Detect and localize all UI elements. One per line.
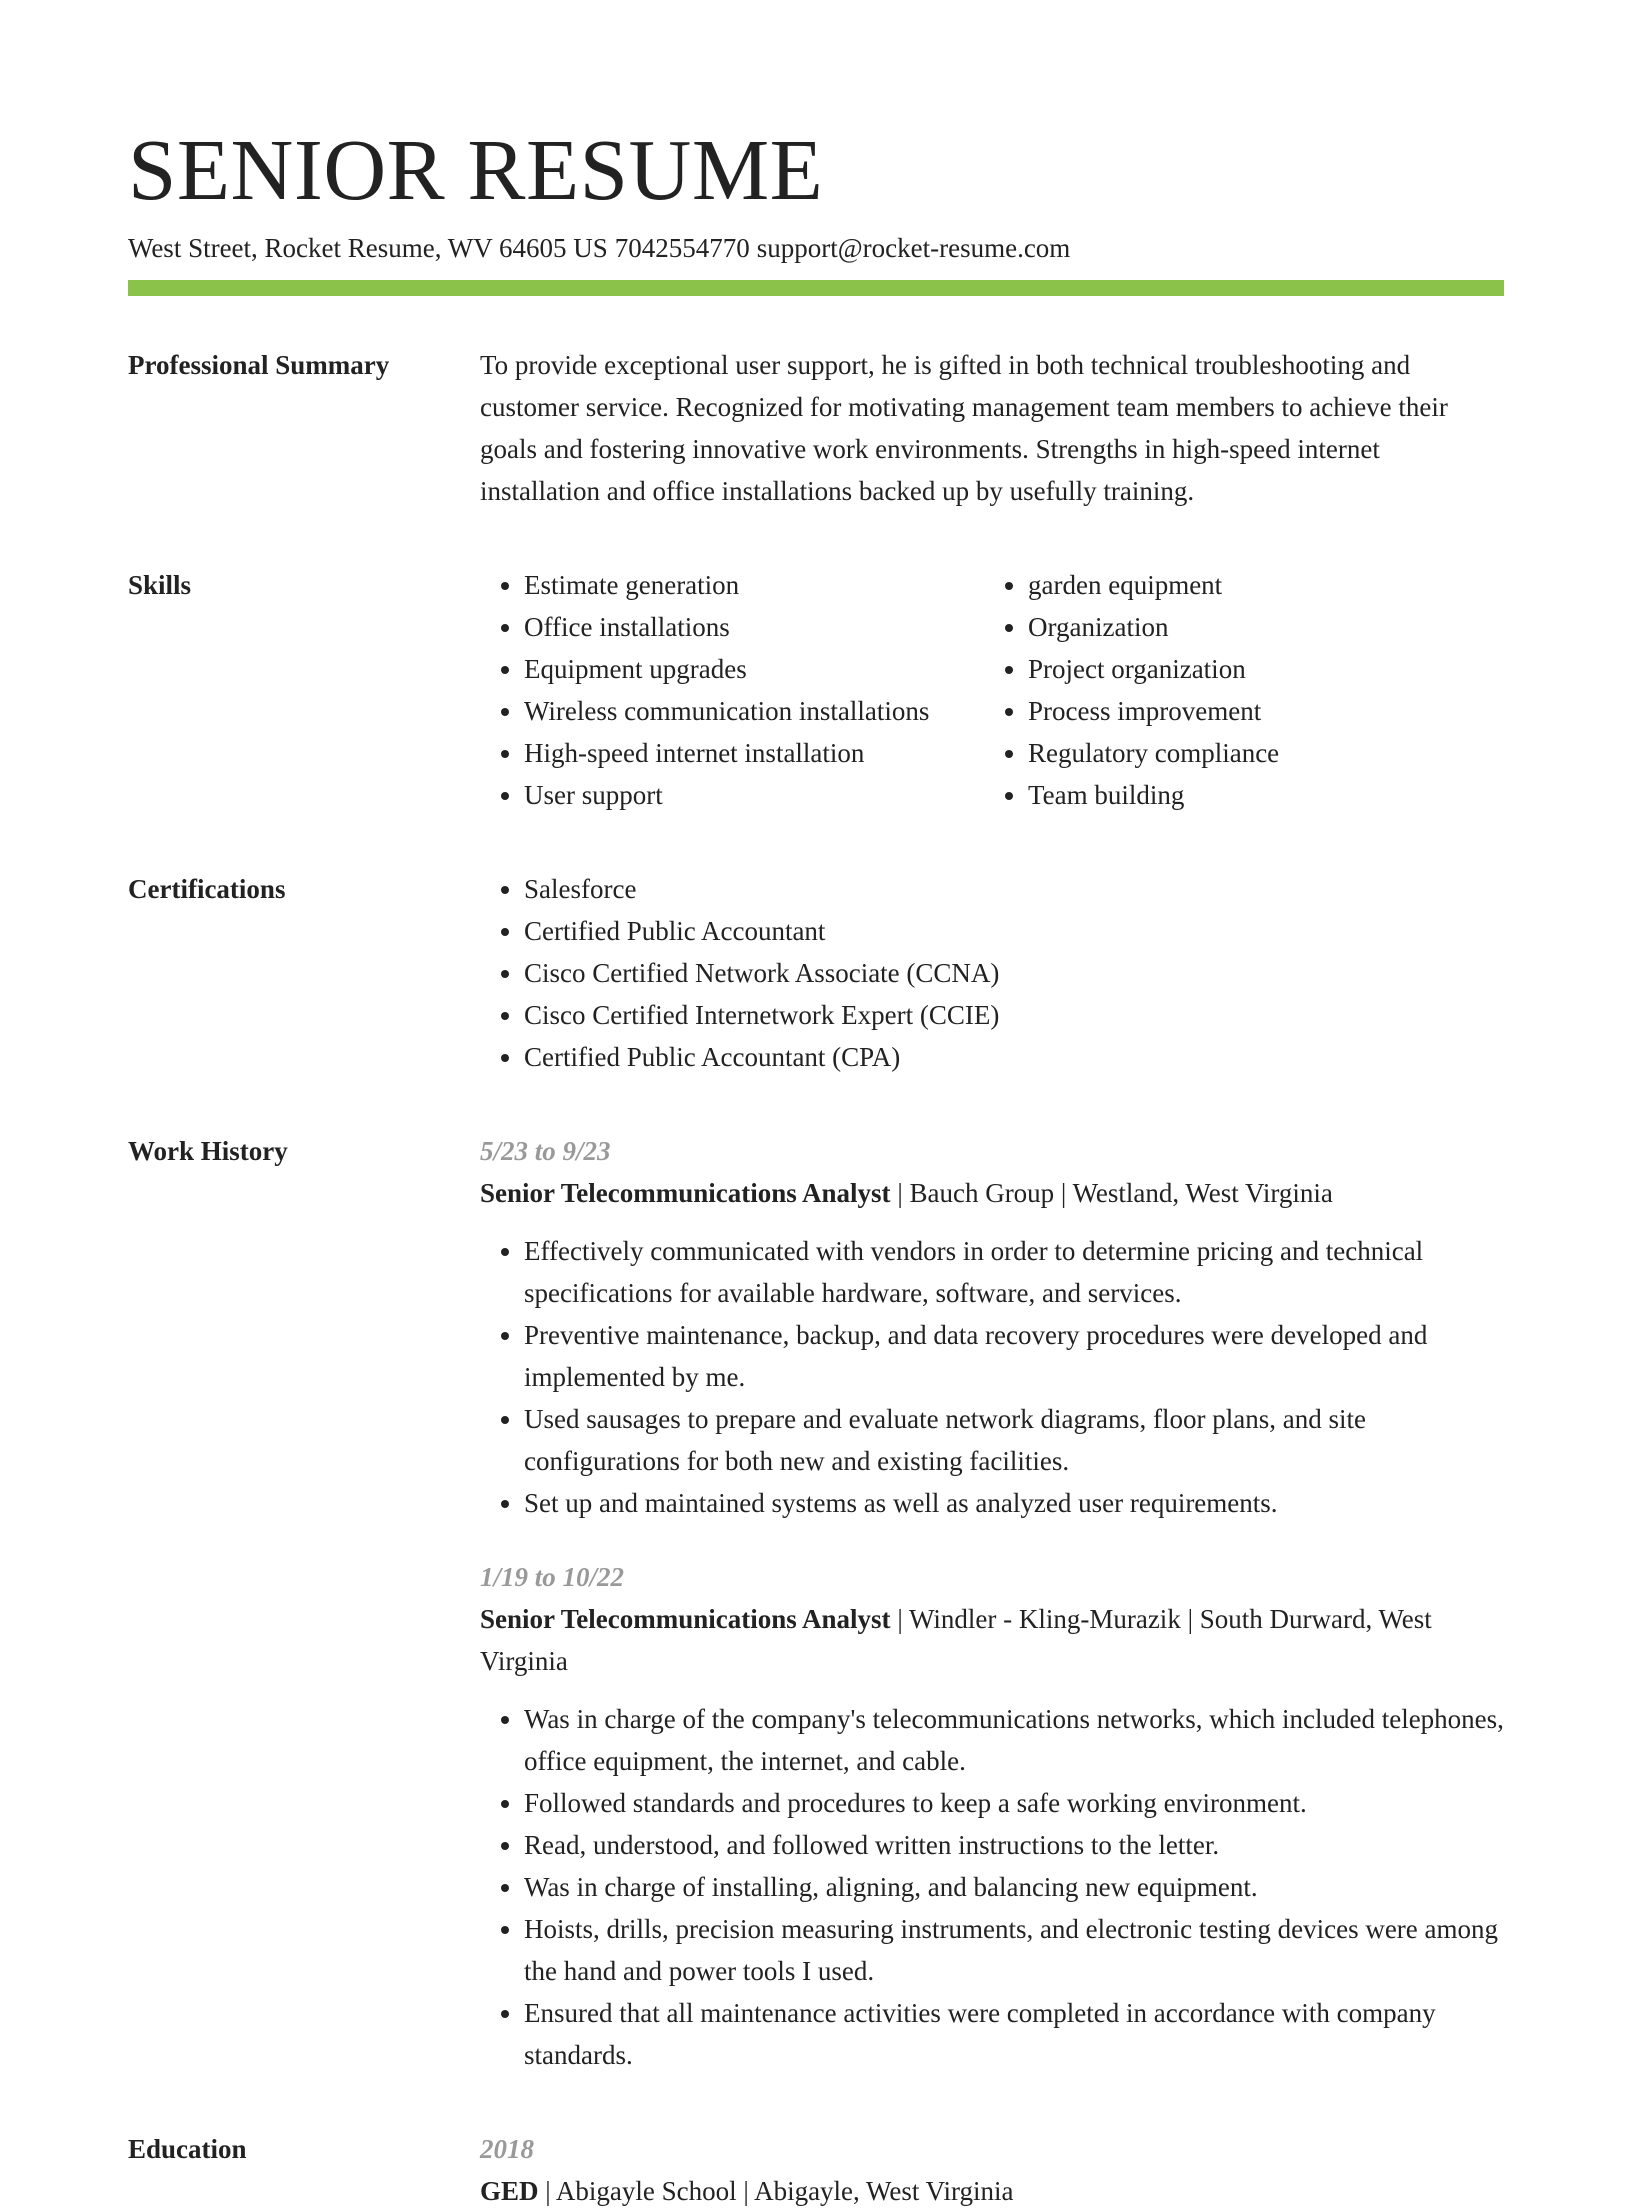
job-dates: 1/19 to 10/22	[480, 1562, 625, 1592]
list-item: • Wireless communication installations	[524, 690, 984, 732]
list-item: • Certified Public Accountant	[524, 910, 1504, 952]
list-item: • Process improvement	[1028, 690, 1504, 732]
list-item: • Team building	[1028, 774, 1504, 816]
list-item: • Regulatory compliance	[1028, 732, 1504, 774]
job-entry	[480, 1556, 1504, 2076]
job-heading	[480, 1598, 1504, 1682]
job-bullets	[480, 1230, 1504, 1524]
job-heading	[480, 1172, 1504, 1214]
job-entry	[480, 1130, 1504, 1524]
job-bullets	[480, 1698, 1504, 2076]
summary-section	[128, 344, 1504, 512]
list-item: • Was in charge of installing, aligning, and balancing new equipment.	[524, 1866, 1504, 1908]
job-details: | Windler - Kling-Murazik | South Durward, West Virginia	[480, 1604, 1432, 1676]
list-item: • Cisco Certified Network Associate (CCNA)	[524, 952, 1504, 994]
email: support@rocket-resume.com	[756, 233, 1071, 263]
list-item: • Hoists, drills, precision measuring instruments, and electronic testing devices were among the hand and power tools I used.	[524, 1908, 1504, 1992]
certifications-list	[480, 868, 1504, 1078]
education-title: Education	[128, 2134, 247, 2164]
education-degree: GED	[480, 2176, 539, 2206]
skills-title: Skills	[128, 570, 192, 600]
list-item: • User support	[524, 774, 984, 816]
list-item: • Set up and maintained systems as well as analyzed user requirements.	[524, 1482, 1504, 1524]
work-history-section	[128, 1130, 1504, 2076]
phone: 7042554770	[614, 233, 750, 263]
resume-name: SENIOR RESUME	[128, 121, 824, 218]
job-dates: 5/23 to 9/23	[480, 1136, 611, 1166]
list-item: • Project organization	[1028, 648, 1504, 690]
list-item: • Used sausages to prepare and evaluate network diagrams, floor plans, and site configurations for both new and existing facilities.	[524, 1398, 1504, 1482]
skills-section	[128, 564, 1504, 816]
list-item: • High-speed internet installation	[524, 732, 984, 774]
job-title: Senior Telecommunications Analyst	[480, 1604, 891, 1634]
skills-list-right	[984, 564, 1504, 816]
contact-line	[128, 230, 1504, 266]
list-item: • Was in charge of the company's telecommunications networks, which included telephones, office equipment, the internet, and cable.	[524, 1698, 1504, 1782]
list-item: • Effectively communicated with vendors in order to determine pricing and technical specifications for available hardware, software, and services.	[524, 1230, 1504, 1314]
list-item: • Certified Public Accountant (CPA)	[524, 1036, 1504, 1078]
job-details: | Bauch Group | Westland, West Virginia	[890, 1178, 1333, 1208]
list-item: • Read, understood, and followed written instructions to the letter.	[524, 1824, 1504, 1866]
list-item: • Salesforce	[524, 868, 1504, 910]
list-item: • Cisco Certified Internetwork Expert (CCIE)	[524, 994, 1504, 1036]
work-history-title: Work History	[128, 1136, 288, 1166]
summary-text: To provide exceptional user support, he is gifted in both technical troubleshooting and customer service. Recognized for motivating management team members to achieve their goals and fostering innovative work environments. Strengths in high-speed internet installation and office installations backed up by usefully training.	[480, 350, 1448, 506]
list-item: • Organization	[1028, 606, 1504, 648]
header-divider	[128, 280, 1504, 296]
list-item: • Followed standards and procedures to keep a safe working environment.	[524, 1782, 1504, 1824]
summary-title: Professional Summary	[128, 350, 390, 380]
list-item: • garden equipment	[1028, 564, 1504, 606]
education-details: | Abigayle School | Abigayle, West Virginia	[538, 2176, 1014, 2206]
education-heading	[480, 2170, 1504, 2212]
resume-page	[128, 120, 1504, 2212]
certifications-section	[128, 868, 1504, 1078]
skills-list-left	[480, 564, 984, 816]
certifications-title: Certifications	[128, 874, 286, 904]
list-item: • Office installations	[524, 606, 984, 648]
list-item: • Estimate generation	[524, 564, 984, 606]
education-section	[128, 2128, 1504, 2212]
education-date: 2018	[480, 2134, 534, 2164]
address: West Street, Rocket Resume, WV 64605 US	[128, 233, 608, 263]
job-title: Senior Telecommunications Analyst	[480, 1178, 891, 1208]
list-item: • Ensured that all maintenance activities were completed in accordance with company standards.	[524, 1992, 1504, 2076]
list-item: • Equipment upgrades	[524, 648, 984, 690]
list-item: • Preventive maintenance, backup, and data recovery procedures were developed and implemented by me.	[524, 1314, 1504, 1398]
